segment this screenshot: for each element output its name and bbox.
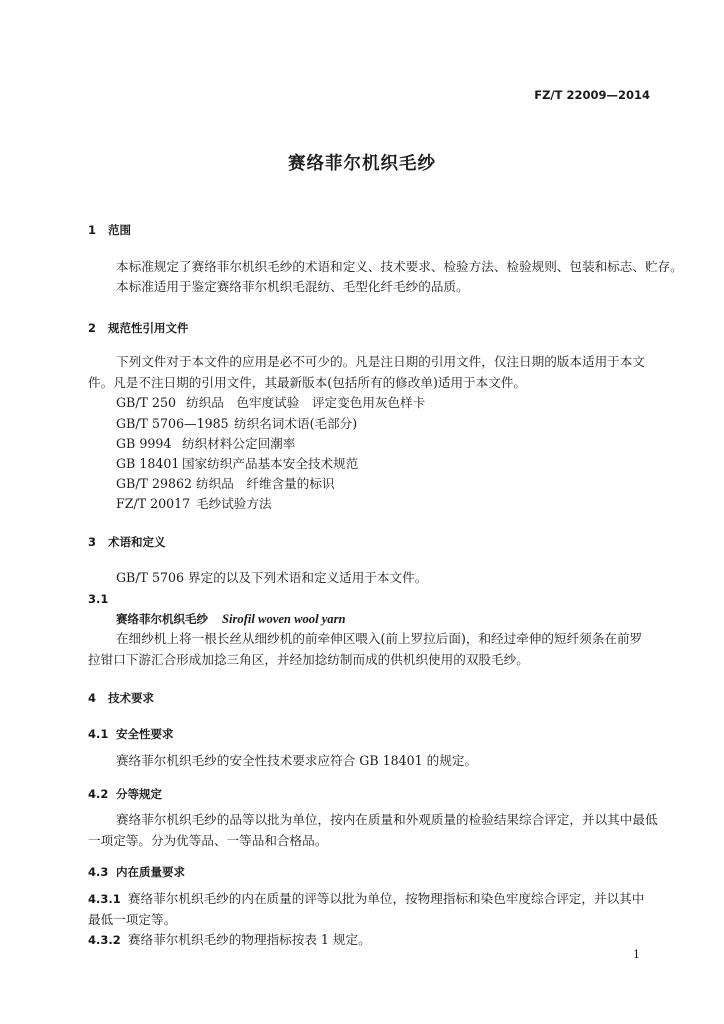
reference-item [116, 393, 425, 413]
section-4-heading [88, 690, 154, 706]
subsection-4-3-heading [88, 864, 185, 880]
paragraph: 最低一项定等。 [88, 912, 177, 927]
reference-title: 纺织品 纤维含量的标识 [196, 476, 335, 491]
reference-item [116, 474, 335, 494]
paragraph: 件。凡是不注日期的引用文件，其最新版本(包括所有的修改单)适用于本文件。 [88, 375, 527, 390]
subsection-4-1-heading [88, 726, 174, 742]
subsection-number: 4.1 [88, 727, 109, 741]
reference-title: 纺织品 色牢度试验 评定变色用灰色样卡 [186, 395, 426, 410]
paragraph: 赛络菲尔机织毛纱的安全性技术要求应符合 GB 18401 的规定。 [116, 753, 478, 768]
paragraph: GB/T 5706 界定的以及下列术语和定义适用于本文件。 [116, 570, 428, 585]
reference-code: GB/T 29862 [116, 476, 193, 491]
clause-text: 赛络菲尔机织毛纱的物理指标按表 1 规定。 [128, 932, 371, 947]
term-chinese: 赛络菲尔机织毛纱 [116, 612, 208, 626]
reference-title: 国家纺织产品基本安全技术规范 [182, 456, 359, 471]
subsection-title: 分等规定 [116, 787, 162, 801]
subsection-number: 4.2 [88, 787, 109, 801]
paragraph: 下列文件对于本文件的应用是必不可少的。凡是注日期的引用文件，仅注日期的版本适用于本文 [116, 354, 645, 369]
section-number: 3 [88, 535, 97, 549]
reference-item [116, 414, 357, 434]
section-title: 规范性引用文件 [108, 321, 189, 335]
paragraph: 在细纱机上将一根长丝从细纱机的前牵伸区喂入(前上罗拉后面)，和经过牵伸的短纤须条在前罗 [116, 631, 643, 646]
reference-code: FZ/T 20017 [116, 496, 191, 511]
paragraph [88, 889, 644, 909]
section-3-heading [88, 534, 166, 550]
standard-number: FZ/T 22009—2014 [534, 88, 650, 102]
document-title: 赛络菲尔机织毛纱 [288, 154, 436, 174]
subsection-title: 安全性要求 [116, 727, 174, 741]
paragraph: 一项定等。分为优等品、一等品和合格品。 [88, 833, 328, 848]
section-number: 1 [88, 223, 97, 237]
paragraph: 赛络菲尔机织毛纱的品等以批为单位，按内在质量和外观质量的检验结果综合评定，并以其中最低 [116, 812, 658, 827]
paragraph: 本标准适用于鉴定赛络菲尔机织毛混纺、毛型化纤毛纱的品质。 [116, 279, 469, 294]
paragraph [88, 930, 371, 950]
section-2-heading [88, 320, 189, 336]
reference-title: 毛纱试验方法 [196, 496, 272, 511]
term-entry [116, 609, 346, 629]
reference-code: GB 9994 [116, 436, 172, 451]
reference-code: GB/T 5706—1985 [116, 416, 229, 431]
term-english: Sirofil woven wool yarn [222, 612, 346, 626]
clause-number: 4.3.1 [88, 892, 121, 906]
reference-code: GB 18401 [116, 456, 180, 471]
subsection-title: 内在质量要求 [116, 865, 185, 879]
section-title: 术语和定义 [108, 535, 166, 549]
section-number: 4 [88, 691, 97, 705]
reference-item [116, 454, 358, 474]
clause-text: 赛络菲尔机织毛纱的内在质量的评等以批为单位，按物理指标和染色牢度综合评定，并以其中 [128, 891, 645, 906]
subsection-4-2-heading [88, 786, 162, 802]
paragraph: 本标准规定了赛络菲尔机织毛纱的术语和定义、技术要求、检验方法、检验规则、包装和标志、贮存。 [116, 259, 683, 274]
reference-code: GB/T 250 [116, 395, 176, 410]
clause-number: 4.3.2 [88, 933, 121, 947]
reference-title: 纺织材料公定回潮率 [182, 436, 296, 451]
section-number: 2 [88, 321, 97, 335]
section-title: 范围 [108, 223, 131, 237]
paragraph: 拉钳口下游汇合形成加捻三角区，并经加捻纺制而成的供机织使用的双股毛纱。 [88, 652, 529, 667]
reference-title: 纺织名词术语(毛部分) [234, 416, 358, 431]
section-title: 技术要求 [108, 691, 154, 705]
section-1-heading [88, 222, 131, 238]
subsection-number: 4.3 [88, 865, 109, 879]
reference-item [116, 494, 272, 514]
page-number: 1 [633, 948, 640, 961]
subsection-number: 3.1 [88, 592, 109, 606]
reference-item [116, 434, 295, 454]
